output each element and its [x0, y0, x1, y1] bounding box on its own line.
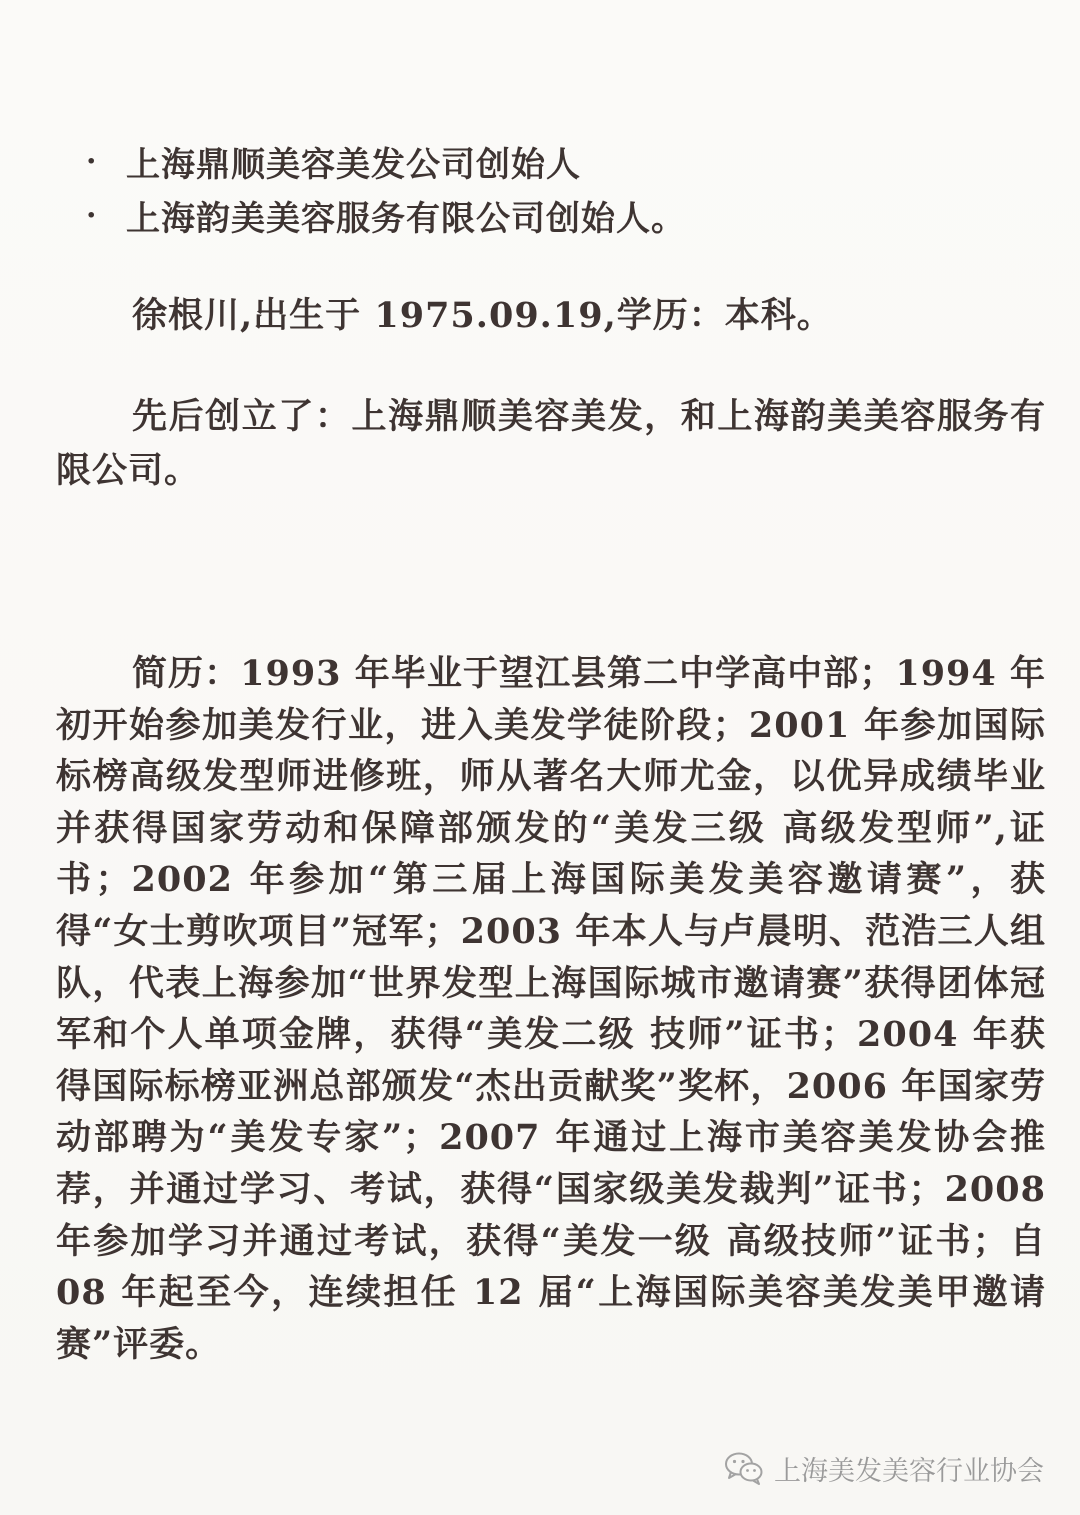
watermark	[724, 1448, 1044, 1488]
list-item	[86, 134, 1046, 188]
wechat-icon	[724, 1451, 764, 1485]
founder-list	[86, 134, 1046, 242]
founded-paragraph: 先后创立了：上海鼎顺美容美发，和上海韵美美容服务有限公司。	[56, 396, 1046, 491]
list-item	[86, 188, 1046, 242]
list-item-text: 上海鼎顺美容美发公司创始人	[126, 144, 581, 185]
bullet-marker: ·	[86, 143, 98, 179]
resume-paragraph: 简历：1993 年毕业于望江县第二中学高中部；1994 年初开始参加美发行业，进入美发学徒阶段；2001 年参加国际标榜高级发型师进修班，师从著名大师尤金，以优异成绩毕业并获得国家劳动和保障部颁发的“美发三级 高级发型师”,证书；2002 年参加“第三届上海国际美发美容邀请赛”，获得“女士剪吹项目”冠军；2003 年本人与卢晨明、范浩三人组队，代表上海参加“世界发型上海国际城市邀请赛”获得团体冠军和个人单项金牌，获得“美发二级 技师”证书；2004 年获得国际标榜亚洲总部颁发“杰出贡献奖”奖杯，2006 年国家劳动部聘为“美发专家”；2007 年通过上海市美容美发协会推荐，并通过学习、考试，获得“国家级美发裁判”证书；2008 年参加学习并通过考试，获得“美发一级 高级技师”证书；自 08 年起至今，连续担任 12 届“上海国际美容美发美甲邀请赛”评委。	[56, 653, 1046, 1365]
watermark-text: 上海美发美容行业协会	[774, 1455, 1044, 1487]
list-item-text: 上海韵美美容服务有限公司创始人。	[126, 198, 686, 239]
bullet-marker: ·	[86, 197, 98, 233]
birth-paragraph: 徐根川,出生于 1975.09.19,学历：本科。	[132, 295, 833, 336]
